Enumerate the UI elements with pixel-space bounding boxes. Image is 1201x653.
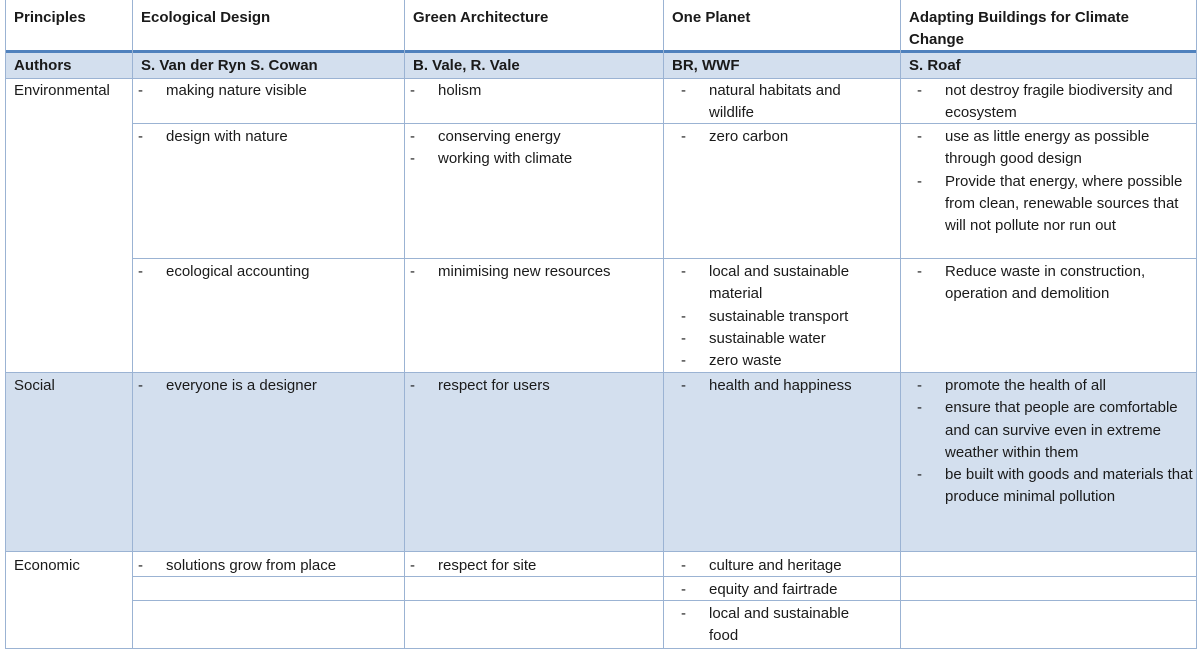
bullet-dash: -	[138, 263, 143, 280]
header-green-architecture: Green Architecture	[413, 9, 549, 26]
bullet-dash: -	[681, 82, 686, 99]
bullet-item	[407, 555, 660, 577]
bullet-item	[135, 80, 401, 102]
bullet-dash: -	[410, 82, 415, 99]
social-green-architecture	[407, 375, 660, 397]
bullet-text: promote the health of all	[945, 377, 1106, 394]
bullet-item	[678, 579, 868, 601]
authors-green-architecture: B. Vale, R. Vale	[413, 57, 520, 74]
bullet-dash: -	[681, 307, 686, 325]
bullet-text: ensure that people are comfortable and can survive even in extreme weather within them	[945, 399, 1178, 461]
bullet-item	[678, 603, 868, 648]
bullet-text: conserving energy	[438, 128, 561, 145]
bullet-text: everyone is a designer	[166, 377, 317, 394]
bullet-dash: -	[681, 329, 686, 347]
bullet-dash: -	[917, 377, 922, 394]
bullet-item	[135, 126, 401, 148]
bullet-dash: -	[681, 557, 686, 574]
bullet-dash: -	[681, 128, 686, 145]
bullet-item	[678, 375, 868, 397]
bullet-dash: -	[681, 263, 686, 280]
econ1-ecological-design	[135, 555, 401, 577]
bullet-dash: -	[410, 128, 415, 145]
bullet-dash: -	[681, 352, 686, 370]
bullet-text: culture and heritage	[709, 557, 842, 574]
econ3-one-planet	[678, 603, 868, 648]
bullet-item	[678, 555, 868, 577]
bullet-item	[914, 171, 1194, 238]
env3-ecological-design	[135, 261, 401, 283]
bullet-dash: -	[410, 263, 415, 280]
bullet-text: zero waste	[709, 352, 782, 370]
bullet-dash: -	[681, 581, 686, 598]
env1-green-architecture	[407, 80, 660, 102]
bullet-item	[914, 126, 1194, 171]
env2-one-planet	[678, 126, 868, 148]
bullet-dash: -	[917, 128, 922, 145]
bullet-text: solutions grow from place	[166, 557, 337, 574]
bullet-dash: -	[410, 557, 415, 574]
bullet-dash: -	[681, 605, 686, 622]
bullet-text: use as little energy as possible through good design	[945, 128, 1150, 168]
bullet-item	[407, 80, 660, 102]
bullet-dash: -	[410, 377, 415, 394]
econ1-one-planet	[678, 555, 868, 577]
bullet-item	[135, 261, 401, 283]
bullet-item	[914, 397, 1194, 464]
env1-ecological-design	[135, 80, 401, 102]
bullet-text: Reduce waste in construction, operation and demolition	[945, 263, 1146, 303]
bullet-dash: -	[138, 377, 143, 394]
bullet-text: respect for site	[438, 557, 537, 574]
bullet-dash: -	[917, 172, 922, 190]
bullet-item	[914, 261, 1194, 306]
social-ecological-design	[135, 375, 401, 397]
bullet-text: not destroy fragile biodiversity and ecosystem	[945, 82, 1173, 122]
row-label-environmental: Environmental	[14, 82, 110, 99]
bullet-text: respect for users	[438, 377, 550, 394]
bullet-dash: -	[138, 128, 143, 145]
authors-one-planet: BR, WWF	[672, 57, 740, 74]
env1-one-planet	[678, 80, 868, 125]
bullet-text: minimising new resources	[438, 263, 611, 280]
bullet-dash: -	[681, 377, 686, 394]
env3-one-planet	[678, 261, 868, 372]
bullet-item	[678, 328, 868, 350]
bullet-text: holism	[438, 82, 482, 99]
bullet-item	[407, 375, 660, 397]
authors-label: Authors	[14, 57, 72, 74]
social-adapting-buildings	[914, 375, 1194, 509]
bullet-item	[914, 464, 1194, 509]
env2-green-architecture	[407, 126, 660, 171]
bullet-item	[678, 261, 868, 306]
bullet-text: design with nature	[166, 128, 288, 145]
social-one-planet	[678, 375, 868, 397]
authors-adapting-buildings: S. Roaf	[909, 57, 961, 74]
bullet-text: be built with goods and materials that produce minimal pollution	[945, 466, 1193, 506]
bullet-item	[678, 350, 868, 372]
bullet-text: natural habitats and wildlife	[709, 82, 841, 122]
header-ecological-design: Ecological Design	[141, 9, 271, 26]
env2-adapting-buildings	[914, 126, 1194, 237]
bullet-item	[678, 126, 868, 148]
econ2-one-planet	[678, 579, 868, 601]
row-label-economic: Economic	[14, 557, 80, 574]
bullet-text: sustainable water	[709, 329, 826, 347]
bullet-dash: -	[410, 150, 415, 168]
bullet-dash: -	[917, 466, 922, 484]
bullet-dash: -	[138, 557, 143, 574]
bullet-dash: -	[138, 82, 143, 99]
row-label-social: Social	[14, 377, 55, 394]
header-principles: Principles	[14, 9, 86, 26]
bullet-dash: -	[917, 263, 922, 280]
bullet-text: equity and fairtrade	[709, 581, 838, 598]
env1-adapting-buildings	[914, 80, 1194, 125]
bullet-item	[135, 555, 401, 577]
bullet-item	[914, 375, 1194, 397]
bullet-text: zero carbon	[709, 128, 789, 145]
bullet-text: local and sustainable material	[709, 263, 850, 303]
bullet-text: local and sustainable food	[709, 605, 850, 645]
header-adapting-buildings: Adapting Buildings for Climate Change	[909, 9, 1129, 48]
bullet-text: sustainable transport	[709, 307, 849, 325]
bullet-item	[135, 375, 401, 397]
env3-green-architecture	[407, 261, 660, 283]
bullet-item	[407, 126, 660, 148]
bullet-item	[678, 306, 868, 328]
bullet-text: making nature visible	[166, 82, 307, 99]
bullet-text: Provide that energy, where possible from clean, renewable sources that will not pollute nor run out	[945, 172, 1183, 235]
bullet-text: health and happiness	[709, 377, 852, 394]
bullet-text: ecological accounting	[166, 263, 310, 280]
env2-ecological-design	[135, 126, 401, 148]
bullet-item	[678, 80, 868, 125]
header-one-planet: One Planet	[672, 9, 751, 26]
authors-ecological-design: S. Van der Ryn S. Cowan	[141, 57, 318, 74]
env3-adapting-buildings	[914, 261, 1194, 306]
bullet-dash: -	[917, 399, 922, 417]
bullet-item	[407, 148, 660, 170]
bullet-dash: -	[917, 82, 922, 99]
bullet-item	[407, 261, 660, 283]
bullet-text: working with climate	[438, 150, 573, 168]
bullet-item	[914, 80, 1194, 125]
econ1-green-architecture	[407, 555, 660, 577]
